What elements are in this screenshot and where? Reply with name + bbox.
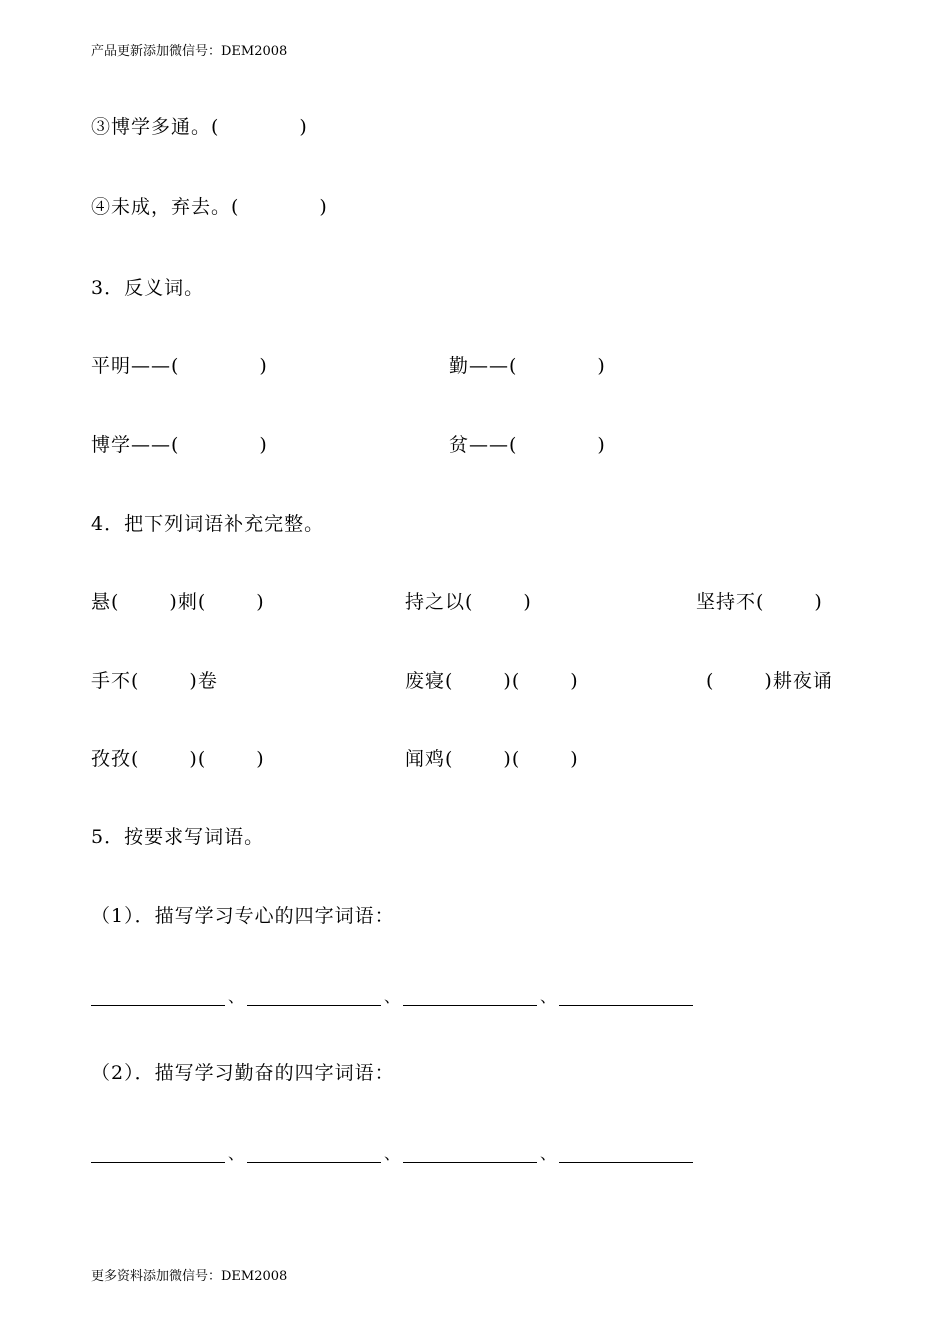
antonym-pin	[449, 433, 606, 457]
answer-blank[interactable]	[247, 991, 381, 1006]
idiom-part: 悬(	[91, 591, 120, 613]
idiom-part: 持之以(	[405, 591, 474, 613]
idiom-part: )	[256, 591, 265, 613]
idiom-part: )	[570, 670, 579, 692]
antonym-boxue	[91, 433, 268, 457]
idiom-part: )卷	[189, 670, 218, 692]
idiom-part: )	[814, 591, 823, 613]
q4-title: 4．把下列词语补充完整。	[91, 513, 325, 535]
idiom-fei-qin	[405, 669, 579, 693]
idiom-part: 闻鸡(	[405, 748, 454, 770]
q2-item-3	[91, 115, 308, 139]
answer-blank[interactable]	[403, 991, 537, 1006]
antonym-word: 贫——(	[449, 434, 518, 456]
q5-blanks-2	[91, 1145, 693, 1163]
separator: 、	[227, 987, 244, 1006]
antonym-word: 博学——(	[91, 434, 180, 456]
answer-blank[interactable]	[91, 1148, 225, 1163]
answer-blank[interactable]	[247, 1148, 381, 1163]
idiom-geng-ye-song	[706, 669, 833, 693]
idiom-xuan-ci	[91, 590, 265, 614]
answer-blank[interactable]	[403, 1148, 537, 1163]
antonym-close: )	[597, 355, 606, 377]
idiom-part: )耕夜诵	[764, 670, 833, 692]
q2-item-4-label: ④未成，弃去。(	[91, 196, 240, 218]
idiom-part: )(	[503, 748, 521, 770]
idiom-part: 孜孜(	[91, 748, 140, 770]
antonym-word: 平明——(	[91, 355, 180, 377]
separator: 、	[383, 987, 400, 1006]
antonym-qin	[449, 354, 606, 378]
idiom-part: )	[570, 748, 579, 770]
separator: 、	[539, 987, 556, 1006]
page-footer: 更多资料添加微信号：DEM2008	[91, 1269, 288, 1284]
idiom-part: 坚持不(	[696, 591, 765, 613]
q5-blanks-1	[91, 988, 693, 1006]
idiom-part: )(	[503, 670, 521, 692]
separator: 、	[383, 1144, 400, 1163]
page-header: 产品更新添加微信号：DEM2008	[91, 44, 288, 59]
q3-title: 3．反义词。	[91, 277, 205, 299]
idiom-wen-ji	[405, 747, 579, 771]
q5-sub-2: （2）．描写学习勤奋的四字词语：	[91, 1062, 395, 1084]
antonym-pingming	[91, 354, 268, 378]
idiom-chi-zhi-yi	[405, 590, 532, 614]
answer-blank[interactable]	[91, 991, 225, 1006]
idiom-jian-chi-bu	[696, 590, 823, 614]
idiom-part: 废寝(	[405, 670, 454, 692]
antonym-close: )	[259, 434, 268, 456]
idiom-part: )刺(	[169, 591, 207, 613]
q2-item-3-label: ③博学多通。(	[91, 116, 220, 138]
q5-sub-1: （1）．描写学习专心的四字词语：	[91, 905, 395, 927]
idiom-part: 手不(	[91, 670, 140, 692]
separator: 、	[227, 1144, 244, 1163]
idiom-zi-zi	[91, 747, 265, 771]
antonym-word: 勤——(	[449, 355, 518, 377]
answer-blank[interactable]	[559, 1148, 693, 1163]
idiom-part: )(	[189, 748, 207, 770]
antonym-close: )	[597, 434, 606, 456]
idiom-part: )	[256, 748, 265, 770]
idiom-part: )	[523, 591, 532, 613]
q5-title: 5．按要求写词语。	[91, 826, 265, 848]
antonym-close: )	[259, 355, 268, 377]
q2-item-4-close: )	[319, 196, 328, 218]
answer-blank[interactable]	[559, 991, 693, 1006]
q2-item-3-close: )	[299, 116, 308, 138]
idiom-shou-bu-juan	[91, 669, 218, 693]
separator: 、	[539, 1144, 556, 1163]
idiom-part: (	[706, 670, 715, 692]
q2-item-4	[91, 195, 328, 219]
